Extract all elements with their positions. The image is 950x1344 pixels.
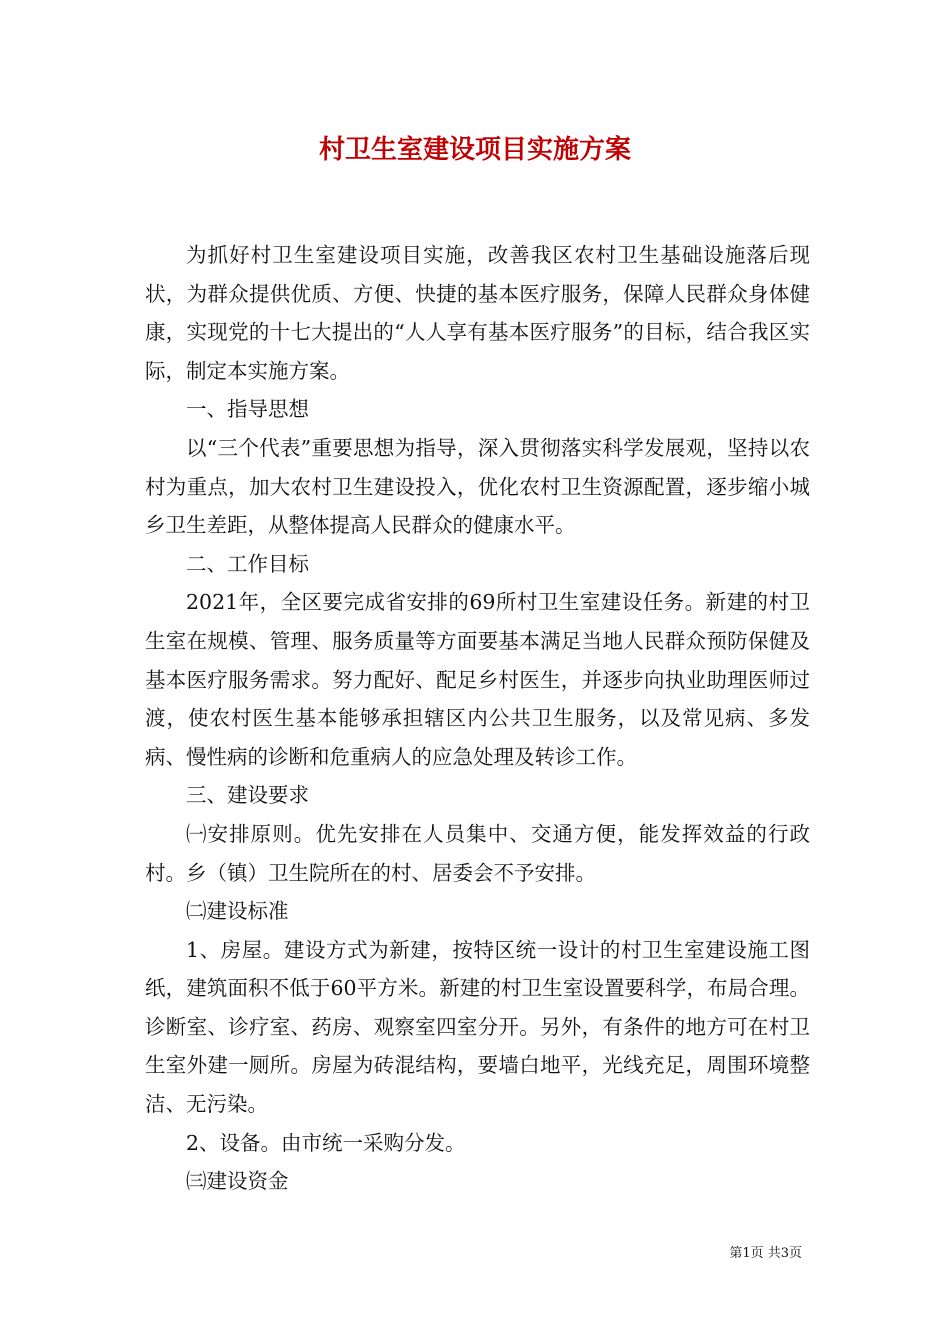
section-heading-work-goals: 二、工作目标 <box>186 551 309 576</box>
arrangement-principle-paragraph: ㈠安排原则。优先安排在人员集中、交通方便，能发挥效益的行政村。乡（镇）卫生院所在的村、居委会不予安排。 <box>145 821 810 885</box>
section-heading-construction-requirements: 三、建设要求 <box>186 783 309 808</box>
housing-paragraph: 1、房屋。建设方式为新建，按特区统一设计的村卫生室建设施工图纸，建筑面积不低于60平方米。新建的村卫生室设置要科学，布局合理。诊断室、诊疗室、药房、观察室四室分开。另外，有条件的地方可在村卫生室外建一厕所。房屋为砖混结构，要墙白地平，光线充足，周围环境整洁、无污染。 <box>145 937 810 1117</box>
intro-paragraph: 为抓好村卫生室建设项目实施，改善我区农村卫生基础设施落后现状，为群众提供优质、方便、快捷的基本医疗服务，保障人民群众身体健康，实现党的十七大提出的“人人享有基本医疗服务”的目标，结合我区实际，制定本实施方案。 <box>145 243 810 383</box>
subheading-construction-standards: ㈡建设标准 <box>186 899 289 924</box>
page-number: 第1页 共3页 <box>729 1246 802 1261</box>
subheading-construction-funds: ㈢建设资金 <box>186 1169 289 1194</box>
guiding-ideology-paragraph: 以“三个代表”重要思想为指导，深入贯彻落实科学发展观，坚持以农村为重点，加大农村卫生建设投入，优化农村卫生资源配置，逐步缩小城乡卫生差距，从整体提高人民群众的健康水平。 <box>145 435 810 538</box>
section-heading-guiding-ideology: 一、指导思想 <box>186 397 309 422</box>
equipment-paragraph: 2、设备。由市统一采购分发。 <box>186 1130 466 1155</box>
page-title: 村卫生室建设项目实施方案 <box>318 135 631 165</box>
work-goals-paragraph: 2021年，全区要完成省安排的69所村卫生室建设任务。新建的村卫生室在规模、管理、服务质量等方面要基本满足当地人民群众预防保健及基本医疗服务需求。努力配好、配足乡村医生，并逐步向执业助理医师过渡，使农村医生基本能够承担辖区内公共卫生服务，以及常见病、多发病、慢性病的诊断和危重病人的应急处理及转诊工作。 <box>145 590 810 769</box>
document-body <box>145 236 810 1201</box>
